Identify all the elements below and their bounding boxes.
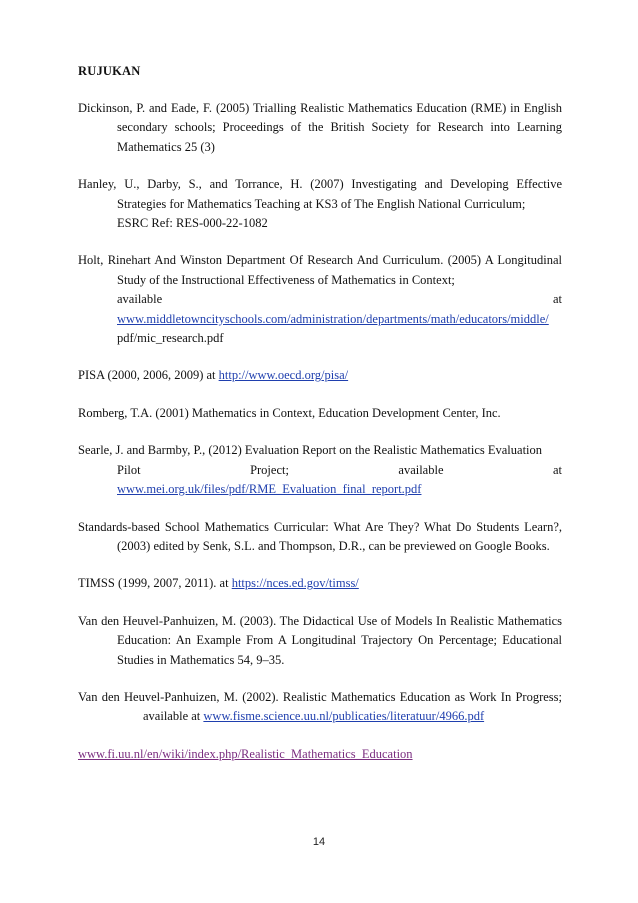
reference-text: ESRC Ref: RES-000-22-1082 — [117, 216, 268, 231]
reference-text: available at — [143, 709, 204, 724]
reference-dickinson — [78, 99, 562, 157]
reference-text: Dickinson, P. and Eade, F. (2005) Trialling Realistic Mathematics Education (RME) in English secondary schools; Proceedings of the British Society for Research into Learning Mathematics 25 (3) — [78, 101, 562, 154]
page-number: 14 — [312, 836, 326, 848]
reference-word: Project; — [250, 462, 289, 477]
reference-word: Pilot — [117, 462, 141, 477]
reference-pisa — [78, 366, 562, 385]
section-heading: RUJUKAN — [78, 64, 141, 78]
reference-searle — [78, 441, 562, 499]
reference-text: pdf/mic_research.pdf — [117, 331, 224, 346]
fisme-url-link[interactable]: www.fisme.science.uu.nl/publicaties/literatuur/4966.pdf — [203, 709, 485, 724]
reference-van-den-heuvel-2002 — [78, 688, 562, 727]
pisa-url-link[interactable]: http://www.oecd.org/pisa/ — [218, 368, 349, 383]
holt-url-link[interactable]: www.middletowncityschools.com/administration/departments/math/educators/middle/ — [117, 311, 549, 326]
reference-word: available — [117, 292, 163, 307]
reference-text: Searle, J. and Barmby, P., (2012) Evaluation Report on the Realistic Mathematics Evaluation — [78, 443, 543, 458]
reference-text: Standards-based School Mathematics Curricular: What Are They? What Do Students Learn?, (2003) edited by Senk, S.L. and Thompson, D.R., can be previewed on Google Books. — [78, 519, 562, 553]
reference-text: Van den Heuvel-Panhuizen, M. (2002). Realistic Mathematics Education as Work In Progress; — [78, 689, 562, 704]
reference-text: Hanley, U., Darby, S., and Torrance, H. (2007) Investigating and Developing Effective Strategies for Mathematics Teaching at KS3 of The English National Curriculum; — [78, 177, 562, 211]
reference-line — [117, 290, 562, 309]
reference-text: PISA (2000, 2006, 2009) at — [78, 368, 219, 383]
document-page — [78, 64, 562, 781]
reference-timss — [78, 574, 562, 593]
reference-romberg — [78, 404, 562, 423]
reference-holt — [78, 251, 562, 348]
reference-text: Van den Heuvel-Panhuizen, M. (2003). The Didactical Use of Models In Realistic Mathematics Education: An Example From A Longitudinal Trajectory On Percentage; Educational Studies in Mathematics 54, 9–35. — [78, 613, 562, 667]
reference-wiki — [78, 745, 562, 764]
reference-text: TIMSS (1999, 2007, 2011). at — [78, 576, 232, 591]
reference-text: Romberg, T.A. (2001) Mathematics in Context, Education Development Center, Inc. — [78, 405, 501, 420]
reference-word: at — [552, 462, 562, 477]
reference-word: available — [398, 462, 444, 477]
reference-word: at — [552, 292, 562, 307]
searle-url-link[interactable]: www.mei.org.uk/files/pdf/RME_Evaluation_final_report.pdf — [117, 482, 422, 497]
reference-van-den-heuvel-2003 — [78, 612, 562, 670]
reference-standards — [78, 518, 562, 557]
reference-text: Holt, Rinehart And Winston Department Of Research And Curriculum. (2005) A Longitudinal Study of the Instructional Effectiveness of Mathematics in Context; — [78, 253, 562, 287]
reference-list — [78, 99, 562, 764]
wiki-url-link[interactable]: www.fi.uu.nl/en/wiki/index.php/Realistic_Mathematics_Education — [78, 746, 413, 761]
reference-hanley — [78, 175, 562, 233]
timss-url-link[interactable]: https://nces.ed.gov/timss/ — [231, 576, 359, 591]
reference-line — [117, 461, 562, 480]
